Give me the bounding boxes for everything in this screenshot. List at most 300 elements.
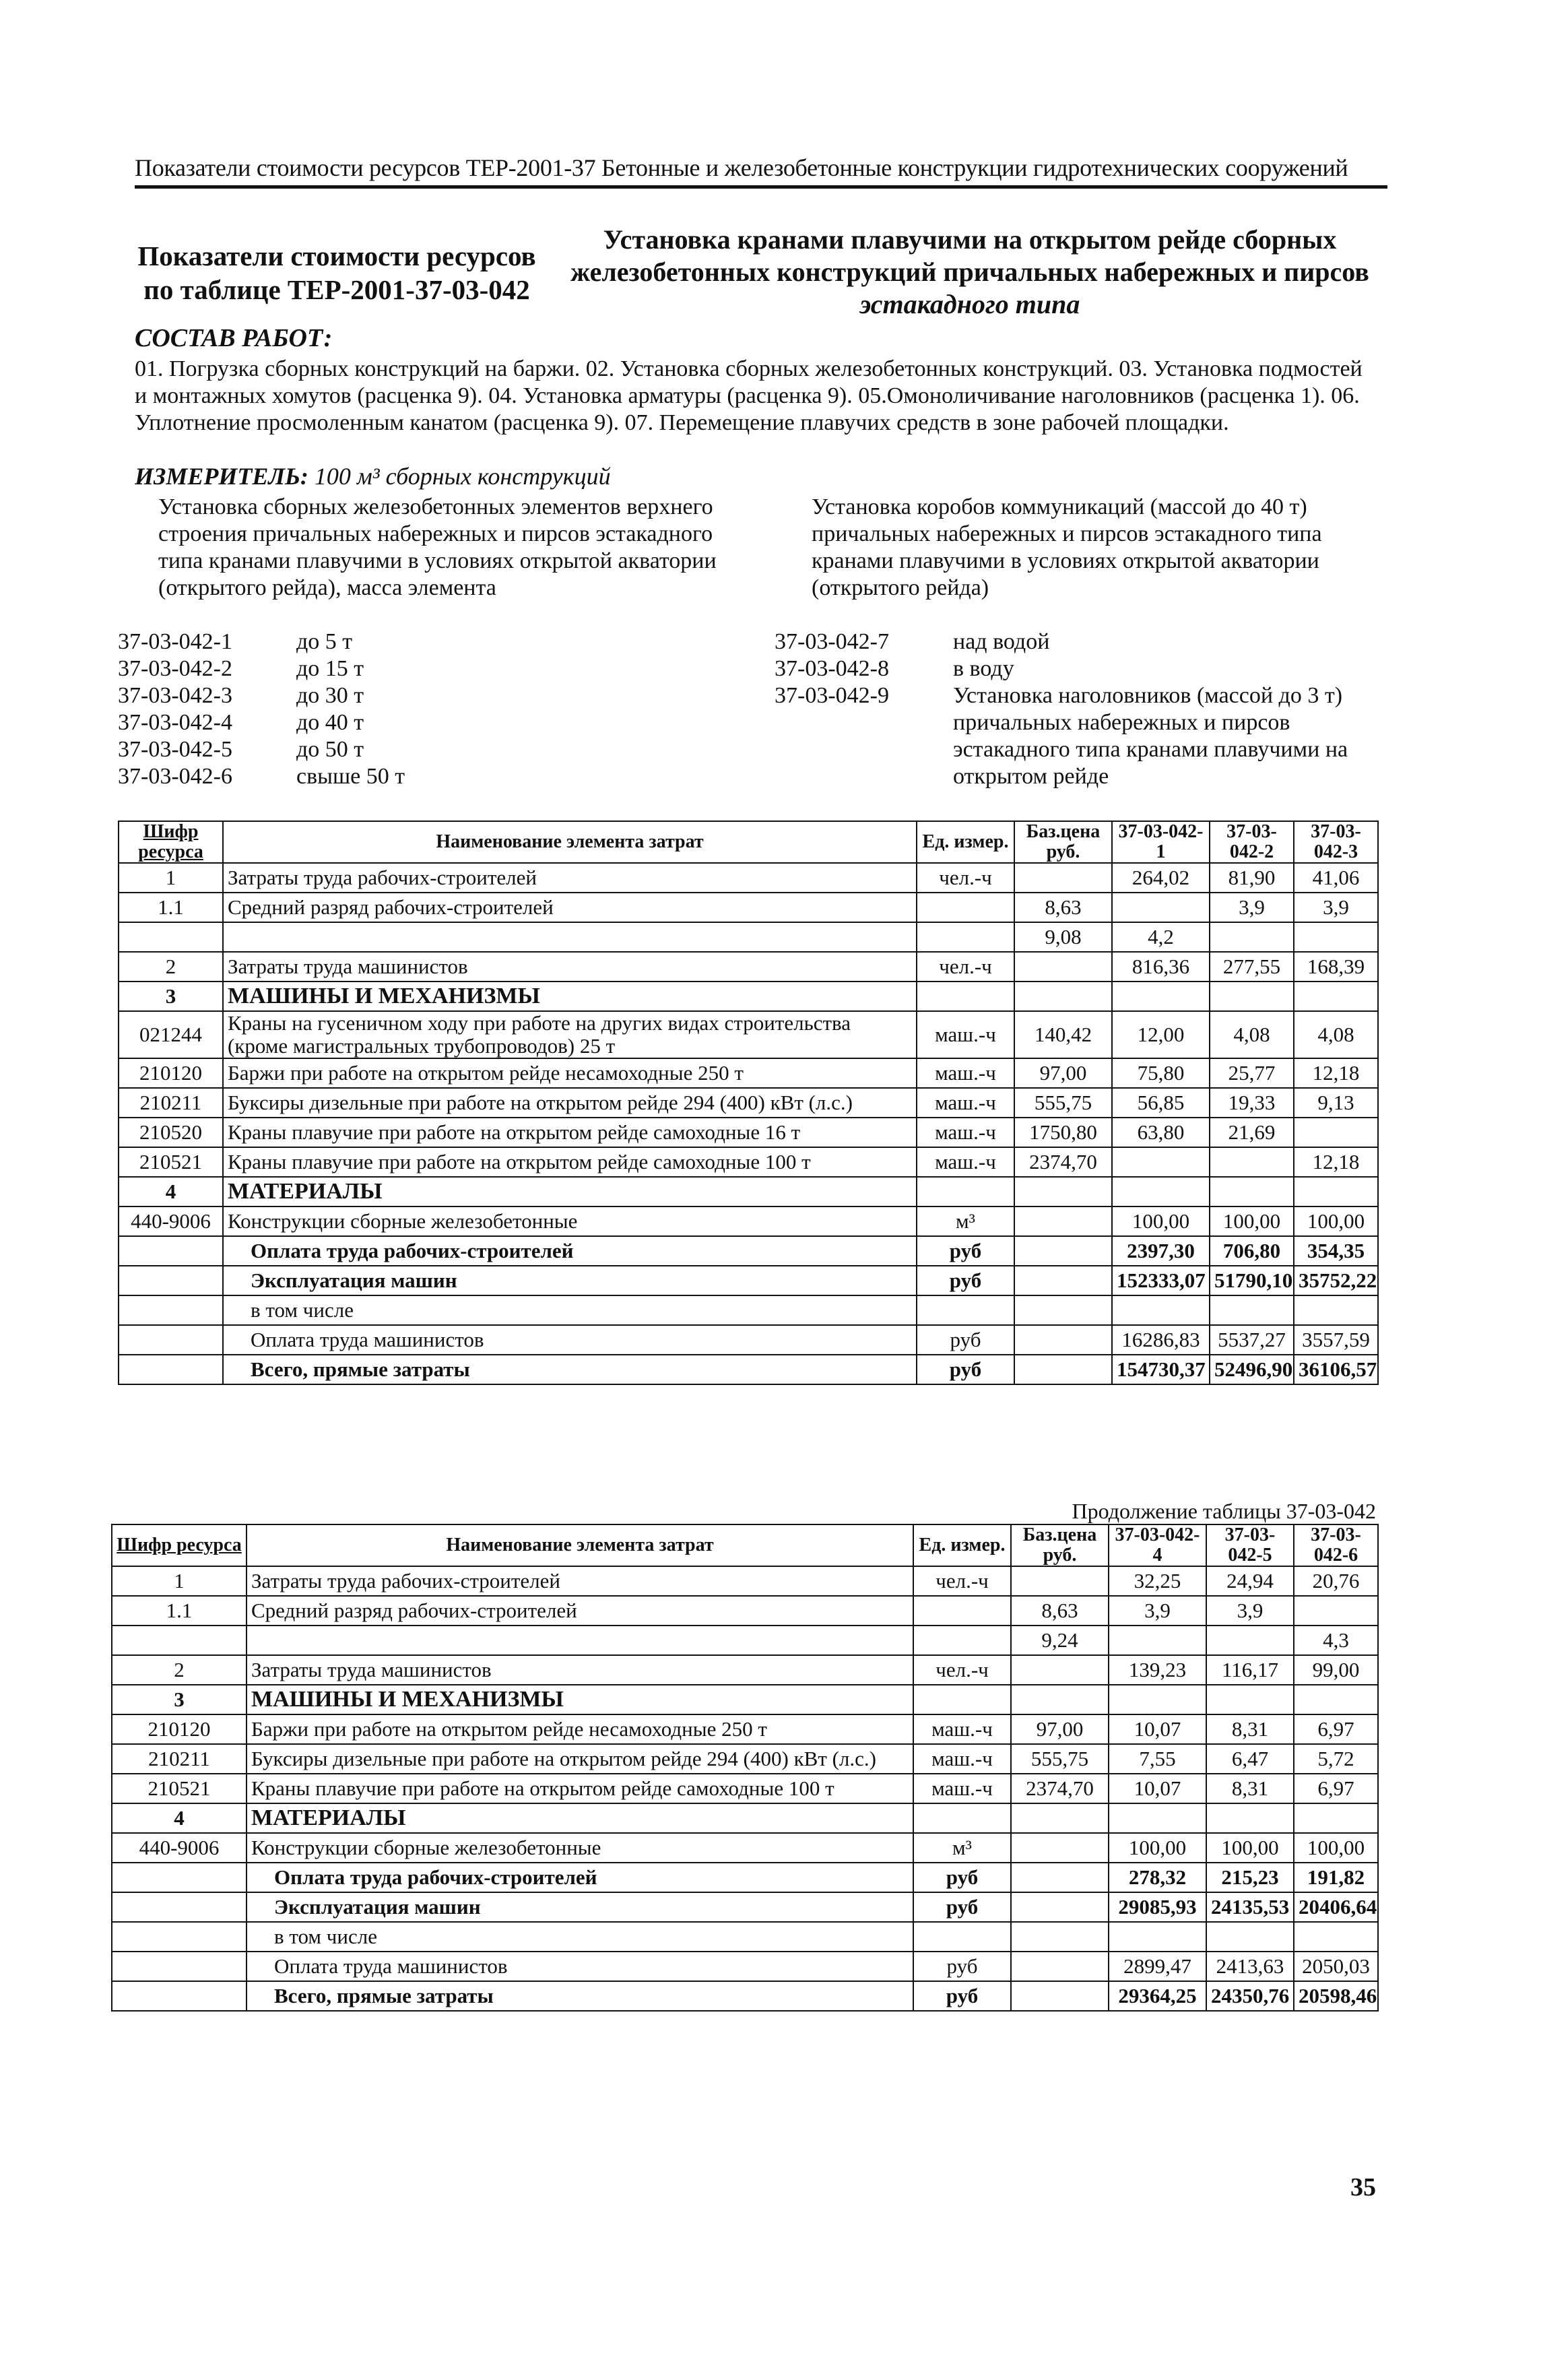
table-cell — [1294, 1922, 1378, 1952]
code-description: до 30 т — [296, 683, 364, 708]
column-header: Шифр ресурса — [119, 821, 223, 863]
table-row — [112, 1566, 1378, 1596]
sostav-text: 01. Погрузка сборных конструкций на баржи. 02. Установка сборных железобетонных конструкций. 03. Установка подмостей и монтажных хомутов (расценка 9). 04. Установка арматуры (расценка 9). 05.Омоноличивание наголовников (расценка 1). 06. Уплотнение просмоленным канатом (расценка 9). 07. Перемещение плавучих средств в зоне рабочей площадки. — [135, 356, 1363, 435]
table-cell: МАТЕРИАЛЫ — [223, 1177, 917, 1207]
code-row — [118, 736, 724, 763]
table-row — [119, 1207, 1378, 1236]
table-cell: 2413,63 — [1206, 1952, 1294, 1981]
code-number: 37-03-042-7 — [775, 629, 889, 654]
table-cell — [112, 1626, 247, 1655]
column-header: Шифр ресурса — [112, 1524, 247, 1566]
table-cell: 3 — [119, 982, 223, 1011]
table-cell: Оплата труда машинистов — [223, 1325, 917, 1355]
table-cell — [917, 1177, 1014, 1207]
table-row — [119, 1147, 1378, 1177]
table-cell: маш.-ч — [913, 1744, 1011, 1774]
table-cell — [913, 1626, 1011, 1655]
code-row — [118, 682, 724, 709]
table-cell: Всего, прямые затраты — [223, 1355, 917, 1384]
table-cell: руб — [913, 1863, 1011, 1892]
code-number: 37-03-042-8 — [775, 656, 889, 681]
code-description: свыше 50 т — [296, 764, 405, 789]
table-row — [119, 1236, 1378, 1266]
table-row — [119, 982, 1378, 1011]
table-cell: Оплата труда рабочих-строителей — [223, 1236, 917, 1266]
table-cell: Конструкции сборные железобетонные — [223, 1207, 917, 1236]
table-cell: 100,00 — [1210, 1207, 1294, 1236]
column-header: Ед. измер. — [917, 821, 1014, 863]
table-cell: 24350,76 — [1206, 1981, 1294, 2011]
table-row — [112, 1981, 1378, 2011]
table-continuation-note: Продолжение таблицы 37-03-042 — [1072, 1499, 1376, 1523]
code-row — [118, 629, 724, 655]
column-header: 37-03-042-4 — [1109, 1524, 1206, 1566]
table-cell: 9,13 — [1294, 1088, 1378, 1118]
table-cell: 278,32 — [1109, 1863, 1206, 1892]
table-cell: чел.-ч — [913, 1566, 1011, 1596]
table-cell: 52496,90 — [1210, 1355, 1294, 1384]
table-cell: 1.1 — [119, 893, 223, 922]
table-cell: 706,80 — [1210, 1236, 1294, 1266]
table-cell — [1294, 1596, 1378, 1626]
table-cell: 16286,83 — [1112, 1325, 1210, 1355]
table-row — [112, 1863, 1378, 1892]
code-row — [775, 682, 1381, 790]
table-cell: 19,33 — [1210, 1088, 1294, 1118]
table-row — [119, 922, 1378, 952]
table-cell — [1109, 1626, 1206, 1655]
column-header: 37-03-042-2 — [1210, 821, 1294, 863]
desc-right-text: Установка коробов коммуникаций (массой до 40 т) причальных набережных и пирсов эстакадного типа кранами плавучими в условиях открытой акватории (открытого рейда) — [812, 494, 1322, 600]
table-cell — [1112, 1177, 1210, 1207]
table-row — [112, 1714, 1378, 1744]
table-cell — [1109, 1685, 1206, 1714]
table-row — [119, 1177, 1378, 1207]
table-cell — [1109, 1803, 1206, 1833]
table-row — [112, 1596, 1378, 1626]
table-row — [119, 1355, 1378, 1384]
table-cell — [112, 1892, 247, 1922]
table-cell: 168,39 — [1294, 952, 1378, 982]
table-row — [119, 863, 1378, 893]
table-cell: Оплата труда машинистов — [247, 1952, 913, 1981]
table-cell: 63,80 — [1112, 1118, 1210, 1147]
table-cell: МАШИНЫ И МЕХАНИЗМЫ — [223, 982, 917, 1011]
table-cell: МАШИНЫ И МЕХАНИЗМЫ — [247, 1685, 913, 1714]
table-cell — [1210, 982, 1294, 1011]
table-cell: 555,75 — [1011, 1744, 1109, 1774]
table-cell: 4 — [119, 1177, 223, 1207]
table-cell — [119, 1295, 223, 1325]
table-cell: м³ — [913, 1833, 1011, 1863]
table-cell — [1011, 1863, 1109, 1892]
code-number: 37-03-042-5 — [118, 737, 232, 762]
table-cell: МАТЕРИАЛЫ — [247, 1803, 913, 1833]
table-cell — [1210, 1177, 1294, 1207]
table-cell: Затраты труда рабочих-строителей — [247, 1566, 913, 1596]
table-cell: 12,18 — [1294, 1058, 1378, 1088]
table-cell: 139,23 — [1109, 1655, 1206, 1685]
table-cell: 4,08 — [1294, 1011, 1378, 1058]
table-cell — [1206, 1626, 1294, 1655]
table-row — [112, 1685, 1378, 1714]
table-cell: 97,00 — [1014, 1058, 1112, 1088]
table-cell: руб — [913, 1981, 1011, 2011]
table-cell: Краны плавучие при работе на открытом рейде самоходные 16 т — [223, 1118, 917, 1147]
table-cell: 277,55 — [1210, 952, 1294, 982]
table-cell — [1112, 1295, 1210, 1325]
table-cell: 2899,47 — [1109, 1952, 1206, 1981]
table-row — [119, 1295, 1378, 1325]
table-cell — [1112, 893, 1210, 922]
table-cell: 8,31 — [1206, 1714, 1294, 1744]
table-cell: маш.-ч — [917, 1118, 1014, 1147]
running-header: Показатели стоимости ресурсов ТЕР-2001-37 Бетонные и железобетонные конструкции гидротехнических сооружений — [135, 154, 1348, 181]
table-cell — [247, 1626, 913, 1655]
table-row — [112, 1952, 1378, 1981]
table-cell: Средний разряд рабочих-строителей — [223, 893, 917, 922]
table-cell: 24,94 — [1206, 1566, 1294, 1596]
table-cell: 2 — [119, 952, 223, 982]
title-left-line-1: Показатели стоимости ресурсов — [137, 240, 536, 271]
table-cell — [913, 1922, 1011, 1952]
table-cell: Краны плавучие при работе на открытом рейде самоходные 100 т — [223, 1147, 917, 1177]
table-row — [112, 1803, 1378, 1833]
table-cell: 210211 — [112, 1744, 247, 1774]
table-cell: 440-9006 — [119, 1207, 223, 1236]
table-1-header-row — [119, 821, 1378, 863]
description-right — [812, 494, 1377, 602]
code-row — [775, 655, 1381, 682]
table-cell: маш.-ч — [913, 1774, 1011, 1803]
code-row — [118, 709, 724, 736]
table-cell: 41,06 — [1294, 863, 1378, 893]
column-header: Ед. измер. — [913, 1524, 1011, 1566]
table-row — [112, 1833, 1378, 1863]
table-cell: Всего, прямые затраты — [247, 1981, 913, 2011]
table-cell: Баржи при работе на открытом рейде несамоходные 250 т — [223, 1058, 917, 1088]
table-cell: 210211 — [119, 1088, 223, 1118]
table-cell — [917, 922, 1014, 952]
table-cell: 35752,22 — [1294, 1266, 1378, 1295]
code-number: 37-03-042-1 — [118, 629, 232, 654]
table-cell — [1014, 952, 1112, 982]
section-title — [559, 224, 1381, 321]
table-cell — [1014, 1325, 1112, 1355]
table-cell: 24135,53 — [1206, 1892, 1294, 1922]
column-header: 37-03-042-1 — [1112, 821, 1210, 863]
resource-table-2 — [111, 1524, 1379, 2012]
code-row — [118, 763, 724, 790]
table-row — [112, 1655, 1378, 1685]
column-header: Наименование элемента затрат — [247, 1524, 913, 1566]
table-cell — [1014, 982, 1112, 1011]
table-cell: 210521 — [112, 1774, 247, 1803]
table-2-header-row — [112, 1524, 1378, 1566]
table-cell — [1112, 1147, 1210, 1177]
table-cell — [1294, 1295, 1378, 1325]
code-description: до 50 т — [296, 737, 364, 762]
column-header: 37-03-042-6 — [1294, 1524, 1378, 1566]
table-row — [112, 1892, 1378, 1922]
code-row — [775, 629, 1381, 655]
table-cell: 29364,25 — [1109, 1981, 1206, 2011]
resource-table-1 — [118, 821, 1379, 1385]
table-cell: 6,97 — [1294, 1714, 1378, 1744]
table-cell: 1 — [119, 863, 223, 893]
table-cell: 12,00 — [1112, 1011, 1210, 1058]
table-cell: 100,00 — [1109, 1833, 1206, 1863]
table-row — [119, 1266, 1378, 1295]
table-cell: м³ — [917, 1207, 1014, 1236]
table-cell: маш.-ч — [917, 1147, 1014, 1177]
table-cell — [1011, 1685, 1109, 1714]
code-number: 37-03-042-2 — [118, 656, 232, 681]
table-cell — [112, 1952, 247, 1981]
sostav-heading: СОСТАВ РАБОТ: — [135, 324, 333, 352]
table-cell: 1.1 — [112, 1596, 247, 1626]
table-cell — [119, 1266, 223, 1295]
izmeritel-value: 100 м³ сборных конструкций — [314, 463, 611, 490]
table-cell — [1014, 1355, 1112, 1384]
table-row — [119, 893, 1378, 922]
table-cell: 4,08 — [1210, 1011, 1294, 1058]
table-cell: руб — [917, 1236, 1014, 1266]
table-cell — [112, 1863, 247, 1892]
table-cell: 5,72 — [1294, 1744, 1378, 1774]
header-rule — [135, 185, 1387, 189]
code-description: до 40 т — [296, 710, 364, 735]
table-cell — [1014, 1207, 1112, 1236]
table-cell: 210120 — [112, 1714, 247, 1744]
table-cell: 440-9006 — [112, 1833, 247, 1863]
code-row — [118, 655, 724, 682]
izmeritel — [135, 462, 611, 490]
table-cell: 7,55 — [1109, 1744, 1206, 1774]
table-cell: 1 — [112, 1566, 247, 1596]
table-cell: 3,9 — [1109, 1596, 1206, 1626]
table-cell: 32,25 — [1109, 1566, 1206, 1596]
table-cell: 10,07 — [1109, 1774, 1206, 1803]
table-cell — [119, 1236, 223, 1266]
table-cell — [913, 1685, 1011, 1714]
desc-left-text: Установка сборных железобетонных элементов верхнего строения причальных набережных и пирсов эстакадного типа кранами плавучими в условиях открытой акватории (открытого рейда), масса элемента — [158, 494, 717, 600]
table-cell — [1011, 1952, 1109, 1981]
table-cell: руб — [917, 1266, 1014, 1295]
table-cell — [1294, 982, 1378, 1011]
table-cell: 75,80 — [1112, 1058, 1210, 1088]
table-cell: 100,00 — [1112, 1207, 1210, 1236]
table-cell: 021244 — [119, 1011, 223, 1058]
table-cell: 3557,59 — [1294, 1325, 1378, 1355]
table-cell: 8,63 — [1011, 1596, 1109, 1626]
table-cell: в том числе — [247, 1922, 913, 1952]
table-cell: Эксплуатация машин — [223, 1266, 917, 1295]
table-cell: руб — [917, 1355, 1014, 1384]
column-header: 37-03-042-5 — [1206, 1524, 1294, 1566]
table-cell: 1750,80 — [1014, 1118, 1112, 1147]
column-header: Баз.цена руб. — [1011, 1524, 1109, 1566]
table-cell — [112, 1922, 247, 1952]
table-cell: 25,77 — [1210, 1058, 1294, 1088]
table-cell: 81,90 — [1210, 863, 1294, 893]
codes-right-list — [775, 629, 1381, 790]
code-description: до 15 т — [296, 656, 364, 681]
table-cell: 99,00 — [1294, 1655, 1378, 1685]
code-number: 37-03-042-4 — [118, 710, 232, 735]
table-cell: Эксплуатация машин — [247, 1892, 913, 1922]
table-cell: 4,3 — [1294, 1626, 1378, 1655]
table-cell: 51790,10 — [1210, 1266, 1294, 1295]
table-cell: 3,9 — [1294, 893, 1378, 922]
table-cell — [1011, 1981, 1109, 2011]
table-cell — [1011, 1833, 1109, 1863]
table-cell: 116,17 — [1206, 1655, 1294, 1685]
table-cell — [1294, 1177, 1378, 1207]
table-row — [119, 1118, 1378, 1147]
table-cell: 3,9 — [1206, 1596, 1294, 1626]
table-cell: чел.-ч — [913, 1655, 1011, 1685]
table-cell — [223, 922, 917, 952]
table-cell: Буксиры дизельные при работе на открытом рейде 294 (400) кВт (л.с.) — [247, 1744, 913, 1774]
table-cell — [913, 1803, 1011, 1833]
table-cell — [1014, 1236, 1112, 1266]
title-right-line-3: эстакадного типа — [859, 289, 1080, 319]
table-cell — [1206, 1922, 1294, 1952]
table-cell — [1294, 1118, 1378, 1147]
column-header: 37-03-042-3 — [1294, 821, 1378, 863]
code-description: над водой — [953, 629, 1050, 654]
table-cell: 816,36 — [1112, 952, 1210, 982]
table-row — [119, 952, 1378, 982]
code-description: Установка наголовников (массой до 3 т) причальных набережных и пирсов эстакадного типа кранами плавучими на открытом рейде — [953, 683, 1348, 789]
table-reference-title — [128, 239, 546, 307]
table-cell: 8,31 — [1206, 1774, 1294, 1803]
table-cell — [1210, 922, 1294, 952]
table-cell — [1011, 1892, 1109, 1922]
table-cell — [1206, 1803, 1294, 1833]
table-cell: 8,63 — [1014, 893, 1112, 922]
table-cell — [1014, 863, 1112, 893]
table-cell: 12,18 — [1294, 1147, 1378, 1177]
table-cell: маш.-ч — [917, 1011, 1014, 1058]
page-number: 35 — [1350, 2173, 1376, 2201]
table-cell — [1014, 1266, 1112, 1295]
table-cell: 20406,64 — [1294, 1892, 1378, 1922]
table-cell: Средний разряд рабочих-строителей — [247, 1596, 913, 1626]
table-cell: маш.-ч — [917, 1058, 1014, 1088]
table-cell — [917, 982, 1014, 1011]
code-number: 37-03-042-6 — [118, 764, 232, 789]
table-cell — [1011, 1566, 1109, 1596]
table-cell: 215,23 — [1206, 1863, 1294, 1892]
table-cell — [917, 1295, 1014, 1325]
table-cell — [1294, 922, 1378, 952]
table-cell: 2050,03 — [1294, 1952, 1378, 1981]
column-header: Баз.цена руб. — [1014, 821, 1112, 863]
table-cell: 4,2 — [1112, 922, 1210, 952]
code-description: в воду — [953, 656, 1014, 681]
table-row — [112, 1922, 1378, 1952]
table-cell: 210521 — [119, 1147, 223, 1177]
table-cell — [119, 922, 223, 952]
table-cell: 5537,27 — [1210, 1325, 1294, 1355]
table-cell: 4 — [112, 1803, 247, 1833]
table-cell: 152333,07 — [1112, 1266, 1210, 1295]
table-cell: 20598,46 — [1294, 1981, 1378, 2011]
table-cell: Затраты труда рабочих-строителей — [223, 863, 917, 893]
table-cell: 21,69 — [1210, 1118, 1294, 1147]
table-cell: маш.-ч — [913, 1714, 1011, 1744]
table-cell: 97,00 — [1011, 1714, 1109, 1744]
table-row — [119, 1058, 1378, 1088]
table-cell: 3,9 — [1210, 893, 1294, 922]
table-cell: 354,35 — [1294, 1236, 1378, 1266]
table-cell: руб — [913, 1952, 1011, 1981]
table-cell — [112, 1981, 247, 2011]
table-cell: 264,02 — [1112, 863, 1210, 893]
table-cell: 210520 — [119, 1118, 223, 1147]
table-cell: 2 — [112, 1655, 247, 1685]
table-cell: руб — [913, 1892, 1011, 1922]
codes-left-list — [118, 629, 724, 790]
table-cell: 100,00 — [1294, 1207, 1378, 1236]
table-cell: 210120 — [119, 1058, 223, 1088]
table-cell: 36106,57 — [1294, 1355, 1378, 1384]
table-row — [119, 1088, 1378, 1118]
table-cell: Оплата труда рабочих-строителей — [247, 1863, 913, 1892]
table-cell — [1294, 1803, 1378, 1833]
description-left — [158, 494, 724, 602]
table-cell: 10,07 — [1109, 1714, 1206, 1744]
table-row — [119, 1325, 1378, 1355]
table-cell: Буксиры дизельные при работе на открытом рейде 294 (400) кВт (л.с.) — [223, 1088, 917, 1118]
table-cell: руб — [917, 1325, 1014, 1355]
table-cell — [917, 893, 1014, 922]
table-cell: 100,00 — [1206, 1833, 1294, 1863]
table-cell: 2374,70 — [1011, 1774, 1109, 1803]
table-cell: 29085,93 — [1109, 1892, 1206, 1922]
title-left-line-2: по таблице ТЕР-2001-37-03-042 — [143, 274, 530, 305]
table-cell: 140,42 — [1014, 1011, 1112, 1058]
table-cell: Краны плавучие при работе на открытом рейде самоходные 100 т — [247, 1774, 913, 1803]
table-cell — [119, 1355, 223, 1384]
table-cell: 2397,30 — [1112, 1236, 1210, 1266]
table-cell: 20,76 — [1294, 1566, 1378, 1596]
table-cell: Затраты труда машинистов — [247, 1655, 913, 1685]
title-right-line-2: железобетонных конструкций причальных набережных и пирсов — [570, 257, 1369, 287]
code-number: 37-03-042-9 — [775, 683, 889, 708]
table-cell — [1011, 1922, 1109, 1952]
table-cell: 56,85 — [1112, 1088, 1210, 1118]
table-cell: в том числе — [223, 1295, 917, 1325]
table-cell: 154730,37 — [1112, 1355, 1210, 1384]
table-row — [112, 1626, 1378, 1655]
table-row — [112, 1774, 1378, 1803]
table-cell — [913, 1596, 1011, 1626]
table-cell: Баржи при работе на открытом рейде несамоходные 250 т — [247, 1714, 913, 1744]
table-cell: чел.-ч — [917, 952, 1014, 982]
izmeritel-label: ИЗМЕРИТЕЛЬ: — [135, 463, 308, 490]
title-right-line-1: Установка кранами плавучими на открытом рейде сборных — [603, 224, 1337, 255]
table-cell: 3 — [112, 1685, 247, 1714]
table-cell — [1206, 1685, 1294, 1714]
table-cell — [1109, 1922, 1206, 1952]
table-cell: 9,08 — [1014, 922, 1112, 952]
column-header: Наименование элемента затрат — [223, 821, 917, 863]
table-cell: 555,75 — [1014, 1088, 1112, 1118]
table-row — [112, 1744, 1378, 1774]
